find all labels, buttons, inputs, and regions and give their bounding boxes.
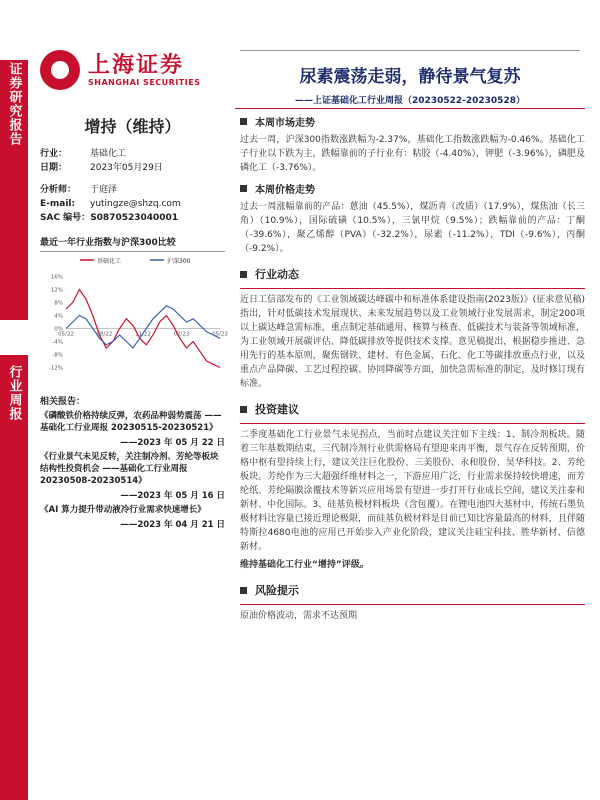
logo-en: SHANGHAI SECURITIES bbox=[88, 77, 201, 87]
rating: 增持（维持） bbox=[84, 117, 181, 136]
related-list bbox=[40, 410, 225, 530]
related-report-date: ——2023 年 05 月 22 日 bbox=[120, 438, 225, 448]
email-link[interactable]: yutingze@shzq.com bbox=[90, 199, 181, 209]
date-label: 日期： bbox=[40, 163, 68, 173]
analyst-value: 于庭泽 bbox=[90, 185, 118, 195]
section-title: 本周价格走势 bbox=[255, 185, 315, 196]
section-rule bbox=[240, 423, 585, 424]
section-title: 风险提示 bbox=[255, 584, 299, 597]
side-band-mid bbox=[0, 355, 28, 800]
section-news-heading bbox=[240, 266, 585, 282]
index-comparison-chart bbox=[40, 252, 228, 382]
company-logo bbox=[40, 50, 200, 90]
related-title: 相关报告： bbox=[40, 397, 86, 407]
x-tick-label: 08/22 bbox=[96, 331, 113, 338]
report-subtitle: ——上证基础化工行业周报（20230522-20230528） bbox=[295, 96, 525, 106]
section-rule bbox=[240, 604, 585, 605]
related-report-date: ——2023 年 05 月 16 日 bbox=[120, 491, 225, 501]
bullet-square-icon bbox=[240, 406, 247, 413]
y-tick-label: 12% bbox=[50, 287, 63, 294]
side-label-weekly: 行业周报 bbox=[6, 365, 22, 421]
y-tick-label: 4% bbox=[54, 313, 63, 320]
section-price-heading bbox=[240, 181, 585, 196]
email-label: E-mail: bbox=[40, 199, 76, 209]
bullet-square-icon bbox=[240, 271, 247, 278]
sac-label: SAC 编号： bbox=[40, 213, 91, 223]
logo-icon bbox=[40, 50, 80, 90]
section-title: 本周市场走势 bbox=[255, 118, 315, 129]
section-invest-heading bbox=[240, 401, 585, 417]
title-rule bbox=[240, 50, 580, 51]
section-risk-text: 原油价格波动，需求不达预期 bbox=[240, 611, 358, 621]
side-label-report: 证券研究报告 bbox=[6, 62, 22, 146]
y-tick-label: 0% bbox=[54, 326, 63, 333]
x-tick-label: 05/22 bbox=[58, 331, 74, 338]
x-tick-label: 11/22 bbox=[135, 331, 151, 338]
x-tick-label: 02/23 bbox=[173, 331, 190, 338]
side-bar bbox=[0, 0, 28, 800]
y-tick-label: -8% bbox=[52, 352, 63, 359]
bullet-square-icon bbox=[240, 587, 247, 594]
section-rule bbox=[240, 288, 585, 289]
bullet-square-icon bbox=[240, 118, 247, 125]
bullet-square-icon bbox=[240, 185, 247, 192]
industry-value: 基础化工 bbox=[90, 149, 127, 159]
main-column bbox=[240, 108, 585, 623]
section-market-text: 过去一周，沪深300指数涨跌幅为-2.37%，基础化工指数涨跌幅为-0.46%。基础化工子行业以下跌为主，跌幅靠前的子行业有：粘胶（-4.40%），钾肥（-3.96%），磷肥及磷化工（-3.76%）。 bbox=[240, 135, 585, 173]
related-report-link[interactable]: 《磷酸铁价格持续反弹，农药品种弱势震荡 ——基础化工行业周报 20230515-20230521》 bbox=[40, 411, 222, 433]
related-report-link[interactable]: 《AI 算力提升带动液冷行业需求快速增长》 bbox=[40, 505, 206, 515]
legend-label: 基础化工 bbox=[97, 258, 122, 265]
date-value: 2023年05月29日 bbox=[90, 163, 163, 173]
industry-label: 行业： bbox=[40, 149, 68, 159]
y-tick-label: 16% bbox=[50, 274, 63, 281]
section-invest-conclusion: 维持基础化工行业“增持”评级。 bbox=[240, 560, 369, 570]
section-risk-heading bbox=[240, 582, 585, 598]
section-invest-text: 二季度基础化工行业景气未见拐点，当前时点建议关注如下主线：1、制冷剂板块。随着三年基数期结束，三代制冷剂行业供需格局有望迎来再平衡，景气存在反转预期，价格中枢有望持续上行，建议关注巨化股份、三美股份、永和股份、昊华科技。2、芳纶板块。芳纶作为三大超强纤维材料之一，下游应用广泛，行业需求保持较快增速，而芳纶纸、芳纶隔膜涂覆技术等新兴应用场景有望进一步打开行业成长空间，建议关注泰和新材、中化国际。3、硅基负极材料板块（含包覆）。在锂电池四大基材中，传统石墨负极材料比容量已接近理论极限，而硅基负极材料是目前已知比容量最高的材料，且伴随特斯拉4680电池的应用已开始步入产业化阶段，建议关注硅宝科技、胜华新材、信德新材。 bbox=[240, 430, 585, 552]
info-block bbox=[40, 147, 225, 225]
left-column bbox=[40, 108, 228, 530]
y-tick-label: 8% bbox=[54, 300, 63, 307]
legend-label: 沪深300 bbox=[167, 258, 191, 265]
logo-cn: 上海证券 bbox=[88, 52, 185, 78]
chart-title: 最近一年行业指数与沪深300比较 bbox=[40, 235, 225, 252]
analyst-label: 分析师： bbox=[40, 185, 77, 195]
related-report-date: ——2023 年 04 月 21 日 bbox=[120, 520, 225, 530]
y-tick-label: -12% bbox=[48, 365, 63, 372]
section-title: 投资建议 bbox=[255, 403, 299, 416]
section-market-heading bbox=[240, 114, 585, 129]
section-price-text: 过去一周涨幅靠前的产品：蒽油（45.5%），煤沥青（改质）（17.9%），煤焦油（长三角）（10.9%），国际硫磺（10.5%），三氯甲烷（9.5%）；跌幅靠前的产品：丁酮（-39.6%），聚乙烯醇（PVA）（-32.2%），尿素（-11.2%），TDI（-9.6%），丙酮（-9.2%）。 bbox=[240, 202, 585, 254]
section-news-text: 近日工信部发布的《工业领域碳达峰碳中和标准体系建设指南(2023版)》(征求意见稿)指出，针对低碳技术发展现状、未来发展趋势以及工业领域行业发展需求，制定200项以上碳达峰急需标准，重点制定基础通用、核算与核查、低碳技术与装备等领域标准，为工业领域开展碳评估、降低碳排放等提供技术支撑。意见稿提出，根据稳步推进、急用先行的基本原则，聚焦钢铁、建材、有色金属、石化、化工等碳排放重点行业，以及重点产品降碳、工艺过程控碳、协同降碳等方面，加快急需标准的制定，及时修订现有标准。 bbox=[240, 295, 585, 389]
sac-value: S0870523040001 bbox=[90, 213, 179, 223]
y-tick-label: -4% bbox=[52, 339, 63, 346]
report-title: 尿素震荡走弱，静待景气复苏 bbox=[299, 67, 521, 87]
section-title: 行业动态 bbox=[255, 268, 299, 281]
x-tick-label: 05/23 bbox=[212, 331, 228, 338]
related-report-link[interactable]: 《行业景气未见反转，关注制冷剂、芳纶等板块结构性投资机会 ——基础化工行业周报 20230508-20230514》 bbox=[40, 452, 219, 486]
